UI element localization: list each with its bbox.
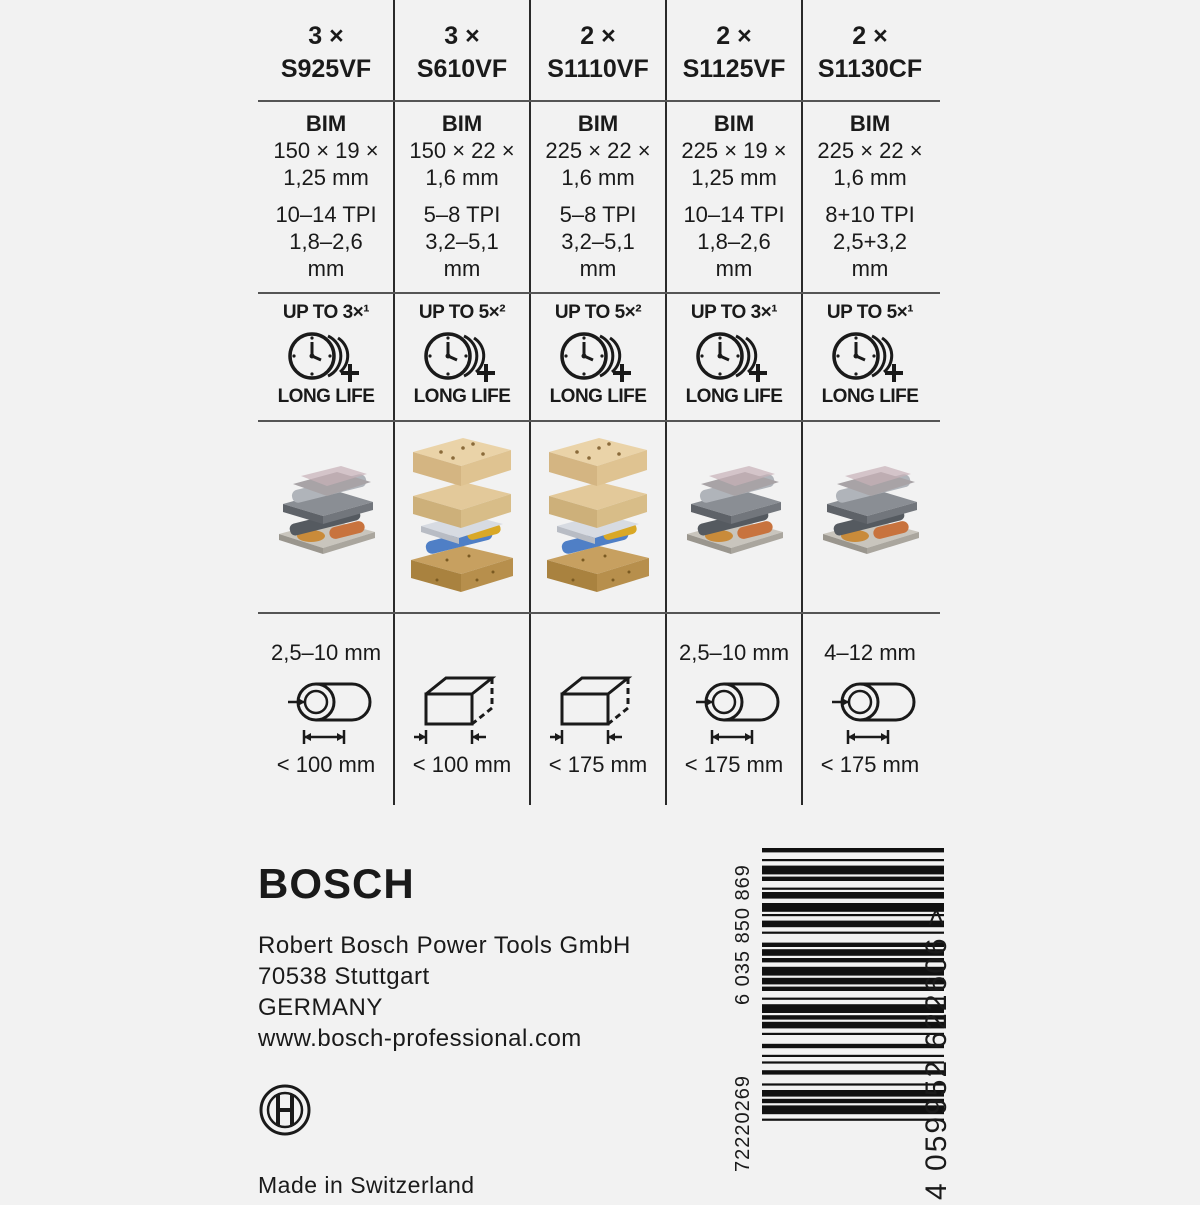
metal-application-icon <box>666 432 802 602</box>
blade-tooth-unit: mm <box>579 256 617 281</box>
blade-dimensions-line1: 150 × 19 × <box>273 138 379 163</box>
clock-long-life-icon <box>530 328 666 384</box>
cut-max-depth: < 175 mm <box>684 752 784 777</box>
row-divider <box>258 100 940 102</box>
cut-diameter-range: 2,5–10 mm <box>270 640 382 665</box>
part-number: 6 035 850 869 <box>732 864 754 1005</box>
blade-header <box>666 20 802 100</box>
blade-tpi: 10–14 TPI <box>275 202 377 227</box>
row-divider <box>258 612 940 614</box>
blade-tpi: 5–8 TPI <box>423 202 501 227</box>
pipe-cut-icon <box>802 672 938 746</box>
blade-header <box>802 20 938 100</box>
company-website: www.bosch-professional.com <box>258 1025 582 1052</box>
blade-tooth-unit: mm <box>715 256 753 281</box>
row-divider <box>258 420 940 422</box>
blade-tooth-unit: mm <box>443 256 481 281</box>
company-country: GERMANY <box>258 994 383 1021</box>
life-multiplier: UP TO 3×¹ <box>690 302 778 323</box>
long-life-label: LONG LIFE <box>821 386 919 407</box>
blade-specs <box>802 110 938 282</box>
clock-long-life-icon <box>258 328 394 384</box>
long-life-badge <box>394 302 530 408</box>
blade-material: BIM <box>713 111 755 136</box>
blade-specs <box>258 110 394 282</box>
cut-capacity <box>530 638 666 780</box>
ean-arrow: > <box>920 906 953 927</box>
metal-application-icon <box>802 432 938 602</box>
company-name: Robert Bosch Power Tools GmbH <box>258 932 631 959</box>
brand-logo-text: BOSCH <box>258 860 415 907</box>
blade-tooth-unit: mm <box>851 256 889 281</box>
blade-code: S1110VF <box>547 55 649 83</box>
blade-tooth-spacing: 3,2–5,1 <box>425 229 499 254</box>
long-life-label: LONG LIFE <box>549 386 647 407</box>
blade-material: BIM <box>441 111 483 136</box>
blade-tpi: 8+10 TPI <box>825 202 915 227</box>
blade-dimensions-line1: 225 × 19 × <box>681 138 787 163</box>
blade-dimensions-line2: 1,6 mm <box>425 165 499 190</box>
blade-quantity: 2 × <box>716 22 752 50</box>
block-cut-icon <box>530 672 666 746</box>
blade-material: BIM <box>305 111 347 136</box>
cut-capacity <box>394 638 530 780</box>
made-in-label: Made in Switzerland <box>258 1172 475 1198</box>
cut-capacity <box>666 638 802 780</box>
block-cut-icon <box>394 672 530 746</box>
life-multiplier: UP TO 5×² <box>418 302 506 323</box>
cut-diameter-range: 2,5–10 mm <box>678 640 790 665</box>
cut-diameter-range <box>530 638 666 668</box>
clock-long-life-icon <box>802 328 938 384</box>
long-life-label: LONG LIFE <box>413 386 511 407</box>
address-block <box>258 930 631 1054</box>
ean-digits: 4 059952 622606 <box>920 936 953 1200</box>
blade-quantity: 2 × <box>580 22 616 50</box>
blade-dimensions-line1: 150 × 22 × <box>409 138 515 163</box>
wood-application-icon <box>530 432 666 602</box>
blade-specs <box>394 110 530 282</box>
cut-max-depth: < 175 mm <box>820 752 920 777</box>
blade-header <box>530 20 666 100</box>
blade-tpi: 10–14 TPI <box>683 202 785 227</box>
cut-capacity <box>258 638 394 780</box>
wood-application-icon <box>394 432 530 602</box>
cut-capacity <box>802 638 938 780</box>
row-divider <box>258 292 940 294</box>
blade-code: S610VF <box>416 55 508 83</box>
metal-application-icon <box>258 432 394 602</box>
blade-header <box>258 20 394 100</box>
blade-tooth-spacing: 2,5+3,2 <box>832 229 907 254</box>
long-life-badge <box>666 302 802 408</box>
cut-diameter-range <box>394 638 530 668</box>
pipe-cut-icon <box>258 672 394 746</box>
long-life-label: LONG LIFE <box>685 386 783 407</box>
blade-dimensions-line2: 1,25 mm <box>691 165 777 190</box>
blade-dimensions-line2: 1,25 mm <box>283 165 369 190</box>
company-city: 70538 Stuttgart <box>258 963 430 990</box>
cut-max-depth: < 100 mm <box>412 752 512 777</box>
long-life-badge <box>258 302 394 408</box>
blade-code: S925VF <box>280 55 372 83</box>
blade-tooth-spacing: 1,8–2,6 <box>289 229 363 254</box>
life-multiplier: UP TO 5×¹ <box>826 302 914 323</box>
blade-dimensions-line1: 225 × 22 × <box>817 138 923 163</box>
bosch-armature-logo <box>258 1083 312 1142</box>
blade-quantity: 2 × <box>852 22 888 50</box>
blade-material: BIM <box>849 111 891 136</box>
blade-dimensions-line1: 225 × 22 × <box>545 138 651 163</box>
blade-dimensions-line2: 1,6 mm <box>833 165 907 190</box>
blade-tpi: 5–8 TPI <box>559 202 637 227</box>
blade-code: S1125VF <box>682 55 786 83</box>
blade-specs <box>666 110 802 282</box>
pipe-cut-icon <box>666 672 802 746</box>
blade-quantity: 3 × <box>444 22 480 50</box>
blade-tooth-spacing: 3,2–5,1 <box>561 229 635 254</box>
long-life-badge <box>802 302 938 408</box>
ean-number <box>920 907 954 1200</box>
clock-long-life-icon <box>394 328 530 384</box>
blade-tooth-spacing: 1,8–2,6 <box>697 229 771 254</box>
life-multiplier: UP TO 3×¹ <box>282 302 370 323</box>
long-life-badge <box>530 302 666 408</box>
blade-dimensions-line2: 1,6 mm <box>561 165 635 190</box>
blade-quantity: 3 × <box>308 22 344 50</box>
blade-specs <box>530 110 666 282</box>
blade-material: BIM <box>577 111 619 136</box>
cut-diameter-range: 4–12 mm <box>824 640 916 665</box>
clock-long-life-icon <box>666 328 802 384</box>
blade-code: S1130CF <box>817 55 923 83</box>
life-multiplier: UP TO 5×² <box>554 302 642 323</box>
cut-max-depth: < 100 mm <box>276 752 376 777</box>
internal-code: 72220269 <box>732 1075 754 1172</box>
long-life-label: LONG LIFE <box>277 386 375 407</box>
cut-max-depth: < 175 mm <box>548 752 648 777</box>
blade-tooth-unit: mm <box>307 256 345 281</box>
blade-header <box>394 20 530 100</box>
